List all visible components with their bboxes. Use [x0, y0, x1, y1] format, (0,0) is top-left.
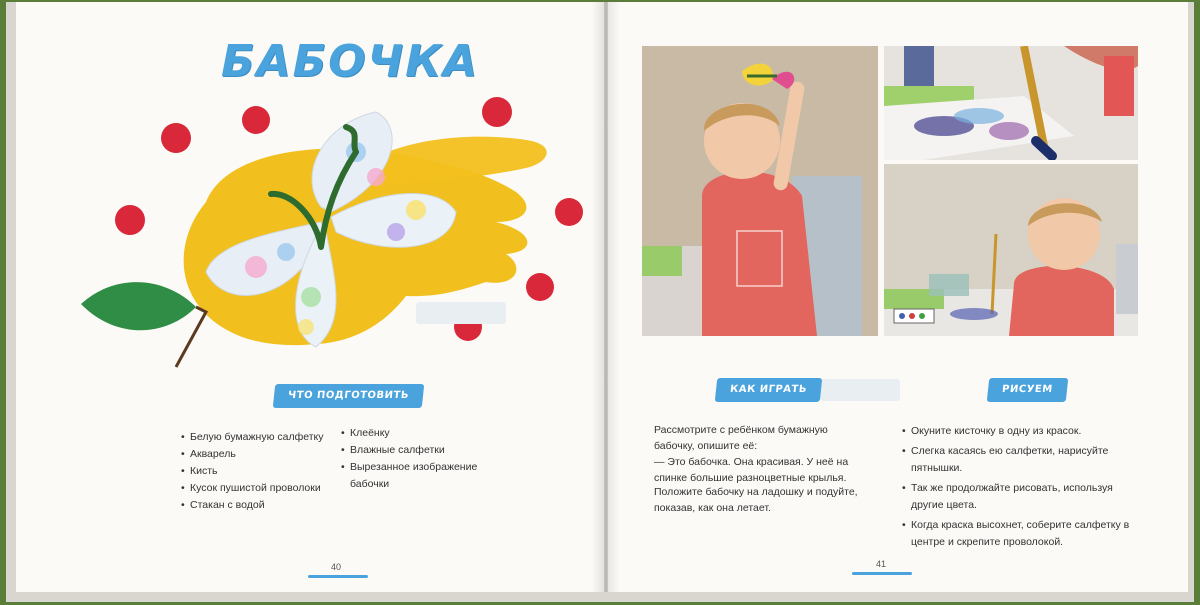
page-number: 41 — [876, 559, 887, 569]
list-item: • Кисть — [181, 463, 341, 480]
tag-shadow — [416, 302, 506, 324]
section-tag-draw: РИСУЕМ — [987, 378, 1068, 402]
right-page — [608, 2, 1188, 592]
list-item: • Когда краска высохнет, соберите салфетку в центре и скрепите проволокой. — [902, 517, 1142, 551]
photo-boy-with-butterfly — [642, 46, 878, 336]
list-item: • Слегка касаясь ею салфетки, нарисуйте пятнышки. — [902, 443, 1142, 477]
materials-list-col2 — [341, 425, 486, 493]
page-number: 40 — [331, 562, 342, 572]
left-page — [16, 2, 604, 592]
list-item: • Вырезанное изображение бабочки — [341, 459, 486, 493]
list-item: • Акварель — [181, 446, 341, 463]
page-number-bar — [308, 575, 368, 578]
play-paragraph: Положите бабочку на ладошку и подуйте, показав, как она летает. — [654, 486, 858, 514]
open-book — [6, 2, 1194, 602]
photo-painting-closeup — [884, 46, 1138, 160]
draw-steps-list — [902, 423, 1142, 551]
list-item: • Клеёнку — [341, 425, 486, 442]
list-item: • Так же продолжайте рисовать, используя другие цвета. — [902, 480, 1142, 514]
list-item: • Окуните кисточку в одну из красок. — [902, 423, 1142, 440]
list-item: • Белую бумажную салфетку — [181, 429, 341, 446]
materials-list-col1 — [181, 429, 341, 514]
section-tag-how-to-play: КАК ИГРАТЬ — [715, 378, 822, 402]
photo-boy-painting — [884, 164, 1138, 336]
butterfly-illustration — [56, 82, 596, 382]
tag-shadow — [820, 379, 900, 401]
page-title: БАБОЧКА — [221, 36, 480, 87]
list-item: • Влажные салфетки — [341, 442, 486, 459]
list-item: • Стакан с водой — [181, 497, 341, 514]
play-paragraph: Рассмотрите с ребёнком бумажную бабочку, опишите её: — [654, 424, 828, 452]
section-tag-prepare: ЧТО ПОДГОТОВИТЬ — [273, 384, 424, 408]
page-number-bar — [852, 572, 912, 575]
play-paragraph: — Это бабочка. Она красивая. У неё на спинке большие разноцветные крылья. — [654, 456, 849, 484]
leaf-illustration — [81, 282, 206, 367]
list-item: • Кусок пушистой проволоки — [181, 480, 341, 497]
